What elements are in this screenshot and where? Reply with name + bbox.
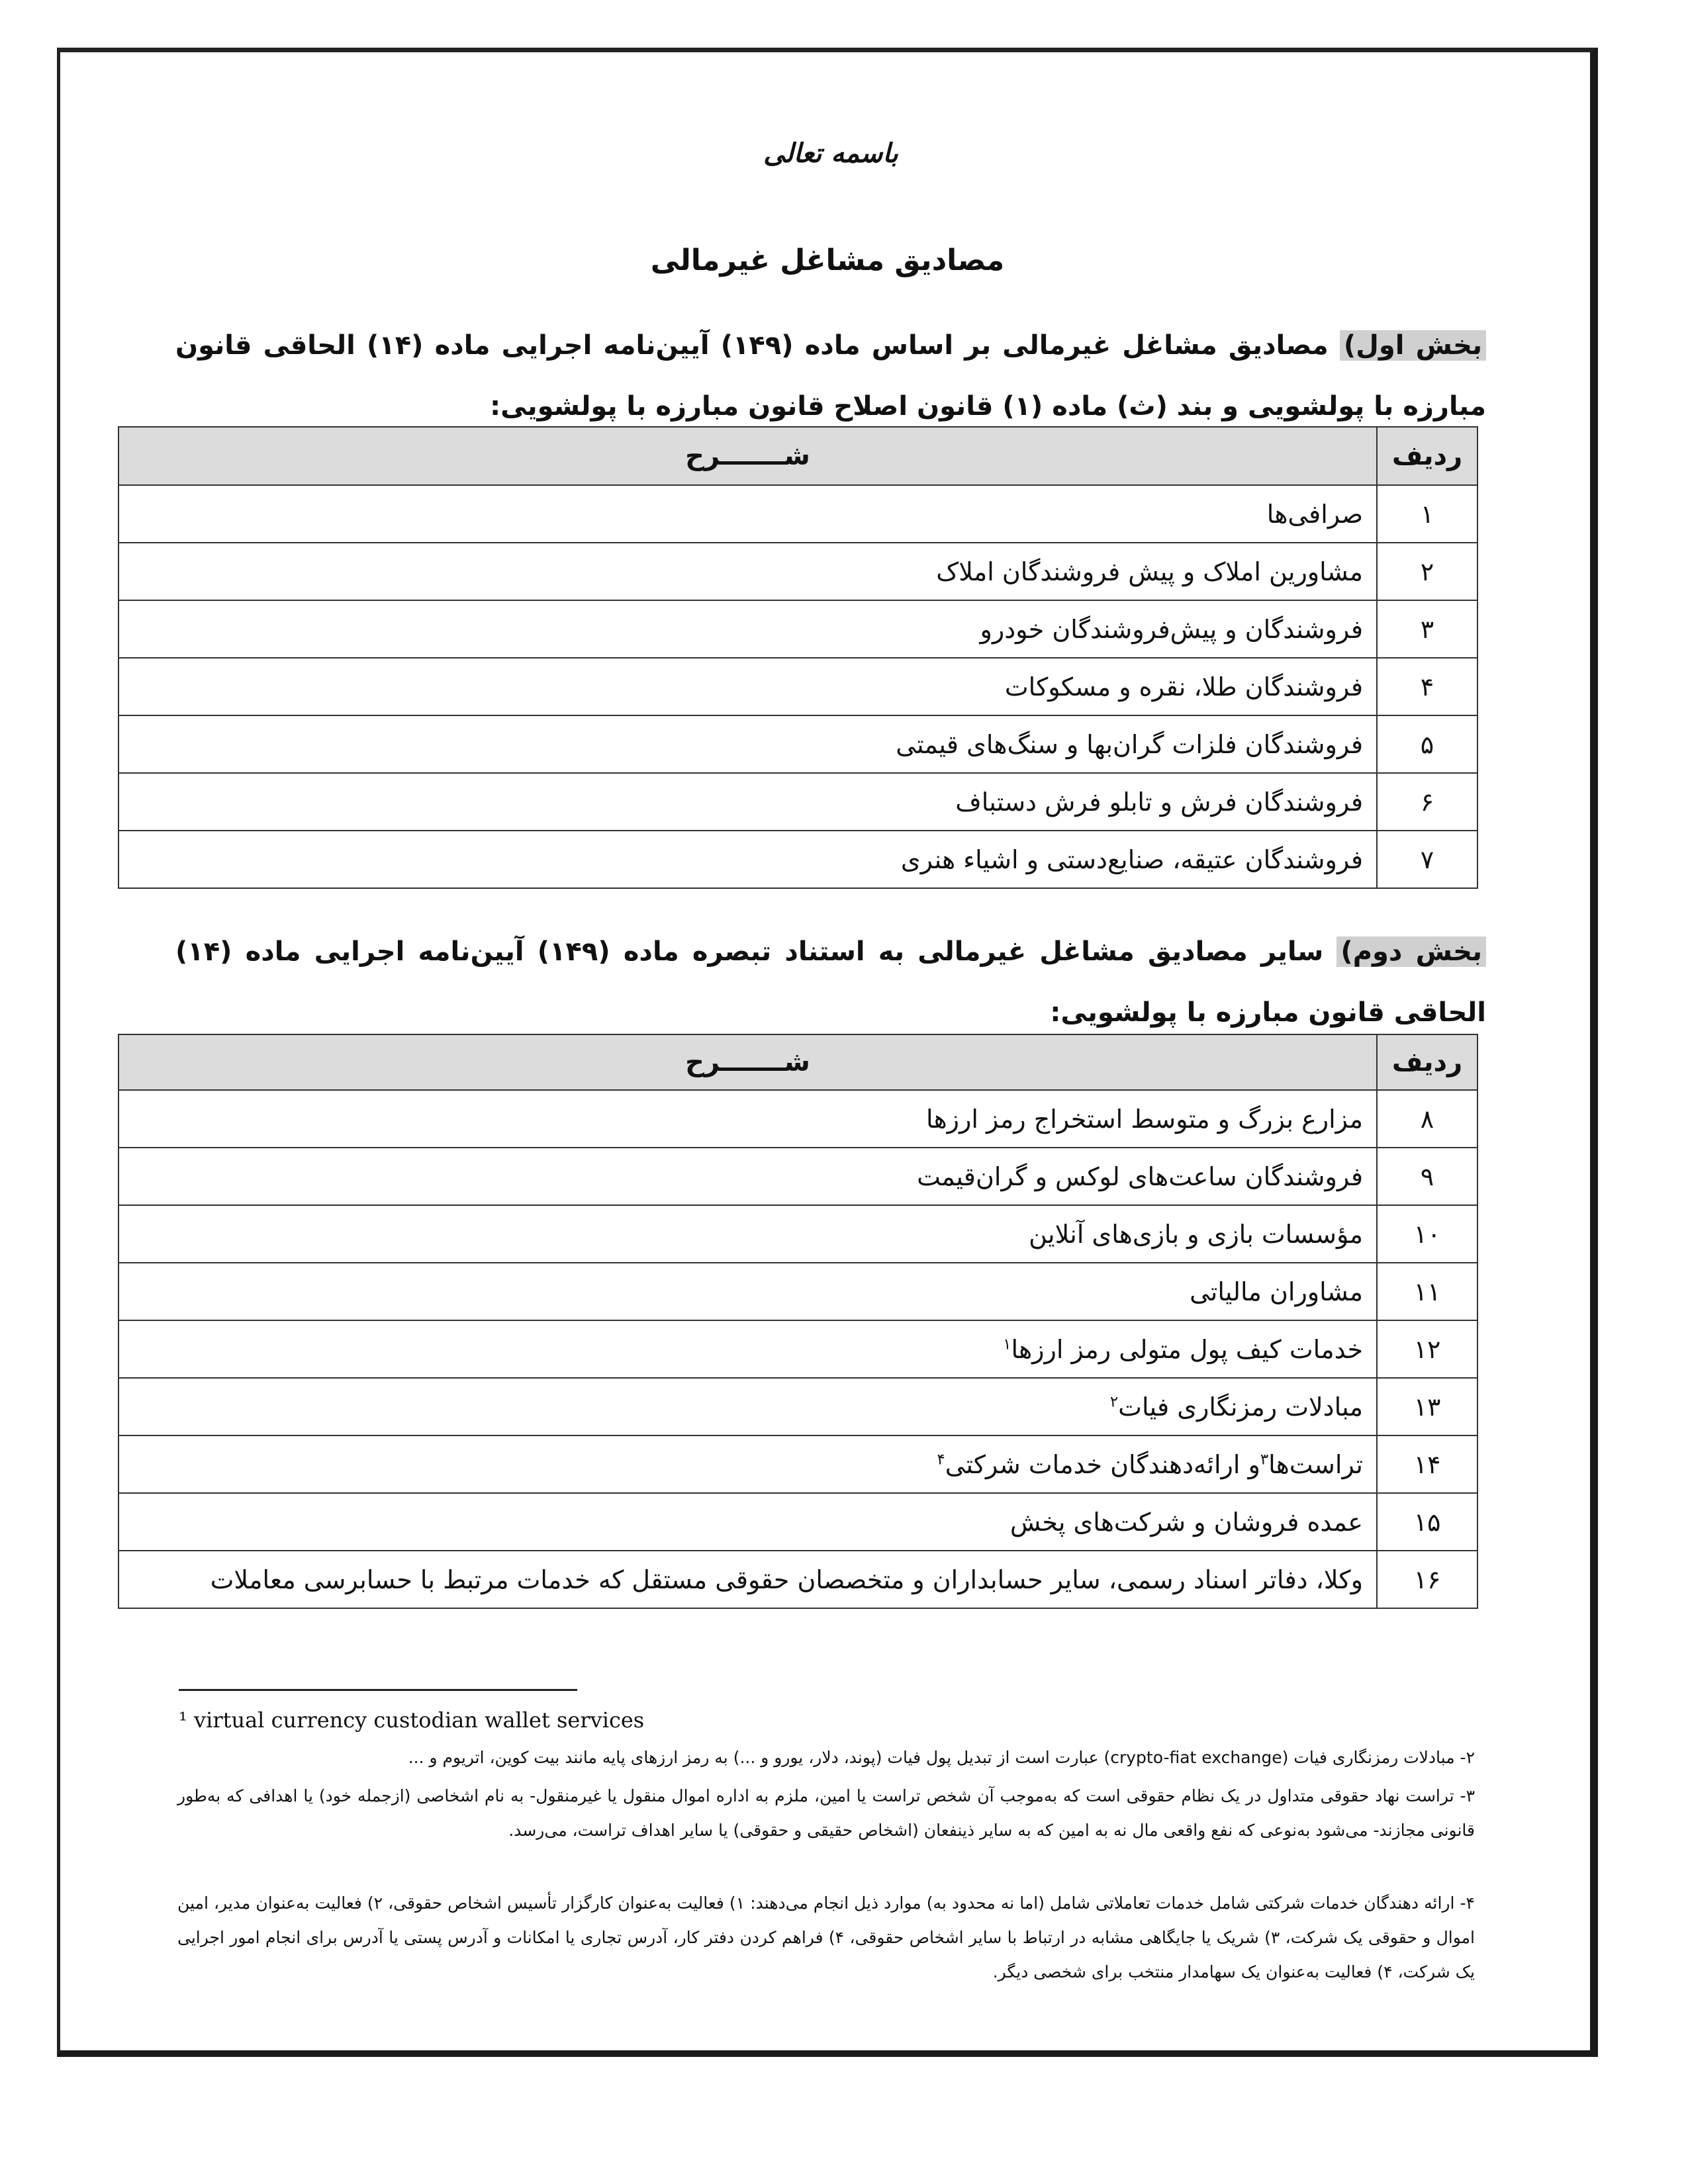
row-desc: فروشندگان و پیش‌فروشندگان خودرو (118, 600, 1377, 658)
row-desc: مشاوران مالیاتی (118, 1263, 1377, 1320)
row-num: ۷ (1377, 831, 1477, 888)
col-radif: ردیف (1377, 1034, 1477, 1090)
table-row (118, 1320, 1477, 1378)
row-num: ۱۵ (1377, 1493, 1477, 1551)
table-row (118, 1090, 1477, 1148)
row-num: ۱۲ (1377, 1320, 1477, 1378)
section1-heading (175, 315, 1486, 437)
row-num: ۱۱ (1377, 1263, 1477, 1320)
footnote-ref: ۱ (1003, 1335, 1011, 1353)
row-num: ۶ (1377, 773, 1477, 831)
row-desc: مزارع بزرگ و متوسط استخراج رمز ارزها (118, 1090, 1377, 1148)
row-num: ۴ (1377, 658, 1477, 715)
col-sharh: شـــــــرح (118, 1034, 1377, 1090)
table-row (118, 1435, 1477, 1493)
row-desc: مشاورین املاک و پیش فروشندگان املاک (118, 543, 1377, 600)
row-num: ۱۴ (1377, 1435, 1477, 1493)
row-desc: فروشندگان فرش و تابلو فرش دستباف (118, 773, 1377, 831)
row-num: ۹ (1377, 1148, 1477, 1205)
section2-tag: بخش دوم) (1336, 936, 1486, 967)
row-desc-text: مبادلات رمزنگاری فیات (1118, 1392, 1363, 1422)
table-row (118, 715, 1477, 773)
row-num: ۱ (1377, 485, 1477, 543)
table-header-row (118, 1034, 1477, 1090)
row-desc: وکلا، دفاتر اسناد رسمی، سایر حسابداران و متخصصان حقوقی مستقل که خدمات مرتبط با حسابرسی معاملات (118, 1551, 1377, 1608)
table-row (118, 1493, 1477, 1551)
row-desc: عمده فروشان و شرکت‌های پخش (118, 1493, 1377, 1551)
col-sharh: شـــــــرح (118, 427, 1377, 485)
table-row (118, 658, 1477, 715)
footnote-ref: ۳ (1260, 1450, 1269, 1468)
table-row (118, 1205, 1477, 1263)
row-num: ۵ (1377, 715, 1477, 773)
footnote-separator (179, 1689, 577, 1691)
footnote-ref: ۴ (937, 1450, 945, 1468)
row-desc-text: تراست‌ها (1268, 1449, 1363, 1479)
row-desc-text: و ارائه‌دهندگان خدمات شرکتی (945, 1449, 1260, 1479)
section1-text: مصادیق مشاغل غیرمالی بر اساس ماده (۱۴۹) آیین‌نامه اجرایی ماده (۱۴) الحاقی قانون مبارزه با پولشویی و بند (ث) ماده (۱) قانون اصلاح قانون مبارزه با پولشویی: (175, 330, 1486, 422)
row-desc (118, 1320, 1377, 1378)
table-row (118, 831, 1477, 888)
footnote-3: ۳- تراست نهاد حقوقی متداول در یک نظام حقوقی است که به‌موجب آن شخص تراست یا امین، ملزم به اداره اموال منقول یا غیرمنقول- به نام اشخاصی (ازجمله خود) یا اهدافی که به‌طور قانونی مجازند- می‌شود به‌نوعی که نفع واقعی مال نه به امین که به سایر ذینفعان (اشخاص حقیقی و حقوقی) یا سایر اهداف تراست، می‌رسد. (177, 1786, 1475, 1840)
page-title: مصادیق مشاغل غیرمالی (650, 244, 1005, 277)
row-num: ۲ (1377, 543, 1477, 600)
row-desc: صرافی‌ها (118, 485, 1377, 543)
table-row (118, 773, 1477, 831)
footnote-4: ۴- ارائه دهندگان خدمات شرکتی شامل خدمات تعاملاتی شامل (اما نه محدود به) موارد ذیل انجام می‌دهند: ۱) فعالیت به‌عنوان کارگزار تأسیس اشخاص حقوقی، ۲) فعالیت به‌عنوان مدیر، امین اموال و حقوقی یک شرکت، ۳) شریک یا جایگاهی مشابه در ارتباط با سایر اشخاص حقوقی، ۴) فراهم کردن دفتر کار، آدرس تجاری یا امکانات و آدرس پستی یا آدرس برای انجام امور اجرایی یک شرکت، ۴) فعالیت به‌عنوان یک سهامدار منتخب برای شخصی دیگر. (177, 1893, 1475, 1981)
section1-tag: بخش اول) (1340, 330, 1486, 361)
footnote-1: ¹ virtual currency custodian wallet services (179, 1707, 645, 1733)
table-row (118, 543, 1477, 600)
col-radif: ردیف (1377, 427, 1477, 485)
table-row (118, 1551, 1477, 1608)
table-header-row (118, 427, 1477, 485)
row-num: ۱۰ (1377, 1205, 1477, 1263)
table-row (118, 1148, 1477, 1205)
footnote-ref: ۲ (1109, 1392, 1119, 1410)
section2-heading (175, 921, 1486, 1043)
row-desc: فروشندگان طلا، نقره و مسکوکات (118, 658, 1377, 715)
row-num: ۳ (1377, 600, 1477, 658)
row-num: ۸ (1377, 1090, 1477, 1148)
row-desc: فروشندگان عتیقه، صنایع‌دستی و اشیاء هنری (118, 831, 1377, 888)
row-desc (118, 1378, 1377, 1435)
section1-table (118, 426, 1478, 889)
bismillah-header: باسمه تعالی (763, 138, 898, 169)
section2-table (118, 1034, 1478, 1609)
row-num: ۱۶ (1377, 1551, 1477, 1608)
row-num: ۱۳ (1377, 1378, 1477, 1435)
table-row (118, 485, 1477, 543)
table-row (118, 1263, 1477, 1320)
row-desc: مؤسسات بازی و بازی‌های آنلاین (118, 1205, 1377, 1263)
table-row (118, 1378, 1477, 1435)
row-desc: فروشندگان ساعت‌های لوکس و گران‌قیمت (118, 1148, 1377, 1205)
row-desc-text: خدمات کیف پول متولی رمز ارزها (1011, 1334, 1363, 1364)
table-row (118, 600, 1477, 658)
section2-text: سایر مصادیق مشاغل غیرمالی به استناد تبصره ماده (۱۴۹) آیین‌نامه اجرایی ماده (۱۴) الحاقی قانون مبارزه با پولشویی: (175, 936, 1486, 1028)
footnote-2: ۲- مبادلات رمزنگاری فیات (crypto-fiat exchange) عبارت است از تبدیل پول فیات (پوند، دلار، یورو و ...) به رمز ارزهای پایه مانند بیت کوین، اتریوم و ... (408, 1748, 1475, 1767)
row-desc: فروشندگان فلزات گران‌بها و سنگ‌های قیمتی (118, 715, 1377, 773)
row-desc (118, 1435, 1377, 1493)
